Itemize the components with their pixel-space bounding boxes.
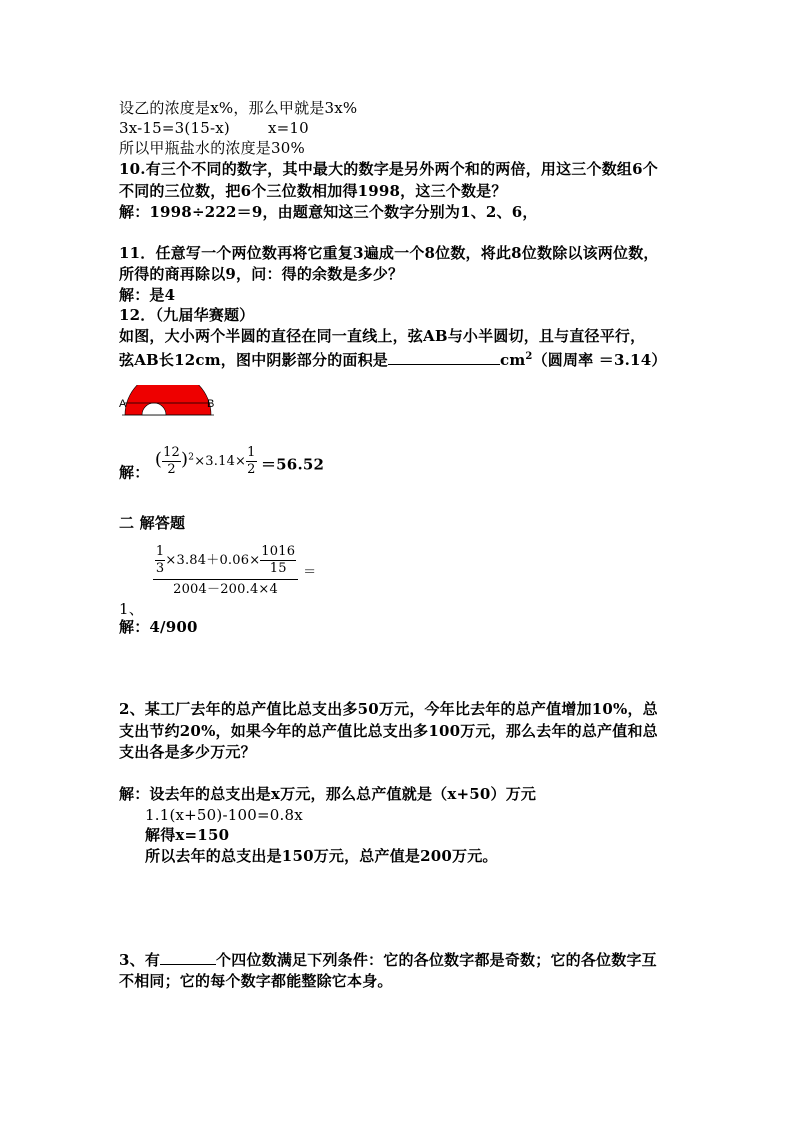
area-result: ＝56.52 — [260, 455, 325, 474]
formula-numerator: 12 — [163, 445, 181, 461]
third-numerator: 1 — [155, 544, 165, 559]
answer-blank — [388, 364, 500, 365]
problem-3-text: 个四位数满足下列条件：它的各位数字都是奇数；它的各位数字互 — [216, 951, 657, 969]
line-concentration-result: 所以甲瓶盐水的浓度是30% — [119, 139, 305, 157]
question-10-line-2: 不同的三位数，把6个三位数相加得1998，这三个数是？ — [119, 182, 507, 200]
problem-2-conclusion: 所以去年的总支出是150万元，总产值是200万元。 — [145, 847, 498, 865]
formula-square: 2 — [188, 453, 195, 463]
problem-3-line-1 — [119, 950, 657, 970]
question-11-line-2: 所得的商再除以9，问：得的余数是多少？ — [119, 265, 404, 283]
question-12-text: 弦AB长12cm，图中阴影部分的面积是 — [119, 351, 388, 369]
semicircle-figure — [118, 385, 218, 421]
question-11-answer: 解：是4 — [119, 286, 176, 304]
problem-2-solution: 解得x=150 — [145, 826, 230, 844]
equals-sign: ＝ — [303, 565, 317, 580]
answer-label: 解： — [119, 463, 150, 482]
big-fraction — [153, 544, 298, 600]
problem-2-line-2: 支出节约20%，如果今年的总产值比总支出多100万元，那么去年的总产值和总 — [119, 722, 658, 740]
equation-solution: x=10 — [267, 119, 309, 137]
label-a: A — [119, 398, 127, 410]
label-b: B — [207, 398, 215, 410]
problem-1-expression — [119, 544, 316, 619]
question-12-answer — [119, 440, 324, 490]
problem-2-line-3: 支出各是多少万元？ — [119, 743, 256, 761]
question-12-line-1: 如图，大小两个半圆的直径在同一直线上，弦AB与小半圆切，且与直径平行， — [119, 327, 646, 345]
question-12-title: 12．（九届华赛题） — [119, 306, 255, 324]
question-10-line-1: 10.有三个不同的数字，其中最大的数字是另外两个和的两倍，用这三个数组6个 — [119, 160, 658, 178]
third-denominator: 3 — [155, 561, 165, 576]
formula-middle: ×3.14× — [194, 454, 247, 470]
formula-denominator: 2 — [167, 462, 176, 478]
question-10-answer: 解：1998÷222＝9，由题意知这三个数字分别为1、2、6， — [119, 203, 538, 221]
section-heading-solutions: 二 解答题 — [119, 514, 186, 532]
pi-note: （圆周率 ＝3.14） — [532, 351, 667, 369]
problem-3-blank — [160, 964, 216, 965]
question-11-line-1: 11．任意写一个两位数再将它重复3遍成一个8位数，将此8位数除以该两位数， — [119, 244, 659, 262]
problem-1-label: 1、 — [119, 600, 144, 618]
line-equation — [119, 118, 309, 138]
line-concentration-setup: 设乙的浓度是x%，那么甲就是3x% — [119, 99, 358, 117]
half-denominator: 2 — [247, 462, 256, 478]
problem-3-prefix: 3、有 — [119, 951, 161, 969]
half-numerator: 1 — [247, 445, 256, 461]
problem-2-line-1: 2、某工厂去年的总产值比总支出多50万元，今年比去年的总产值增加10%，总 — [119, 700, 658, 718]
large-semicircle-shaded — [125, 385, 211, 415]
problem-3-line-2: 不相同；它的每个数字都能整除它本身。 — [119, 972, 393, 990]
big-fraction-numerator — [153, 544, 298, 580]
unit-cm: cm — [500, 351, 526, 369]
equation-left: 3x-15=3(15-x) — [119, 119, 230, 137]
fraction-15: 15 — [269, 561, 287, 576]
area-formula: ( $\frac{12}{2}$ )$^2$×3.14× $\frac{1}{2}$ — [154, 445, 256, 478]
problem-2-equation: 1.1(x+50)-100=0.8x — [145, 806, 303, 824]
question-12-line-2 — [119, 347, 667, 370]
big-fraction-denominator: 2004－200.4×4 — [173, 582, 278, 597]
unit-exponent: 2 — [525, 351, 533, 362]
fraction-1016: 1016 — [261, 544, 296, 559]
problem-2-answer-1: 解：设去年的总支出是x万元，那么总产值就是（x+50）万元 — [119, 785, 537, 803]
problem-1-answer: 解：4/900 — [119, 618, 198, 636]
numerator-middle: ×3.84＋0.06× — [165, 553, 261, 568]
